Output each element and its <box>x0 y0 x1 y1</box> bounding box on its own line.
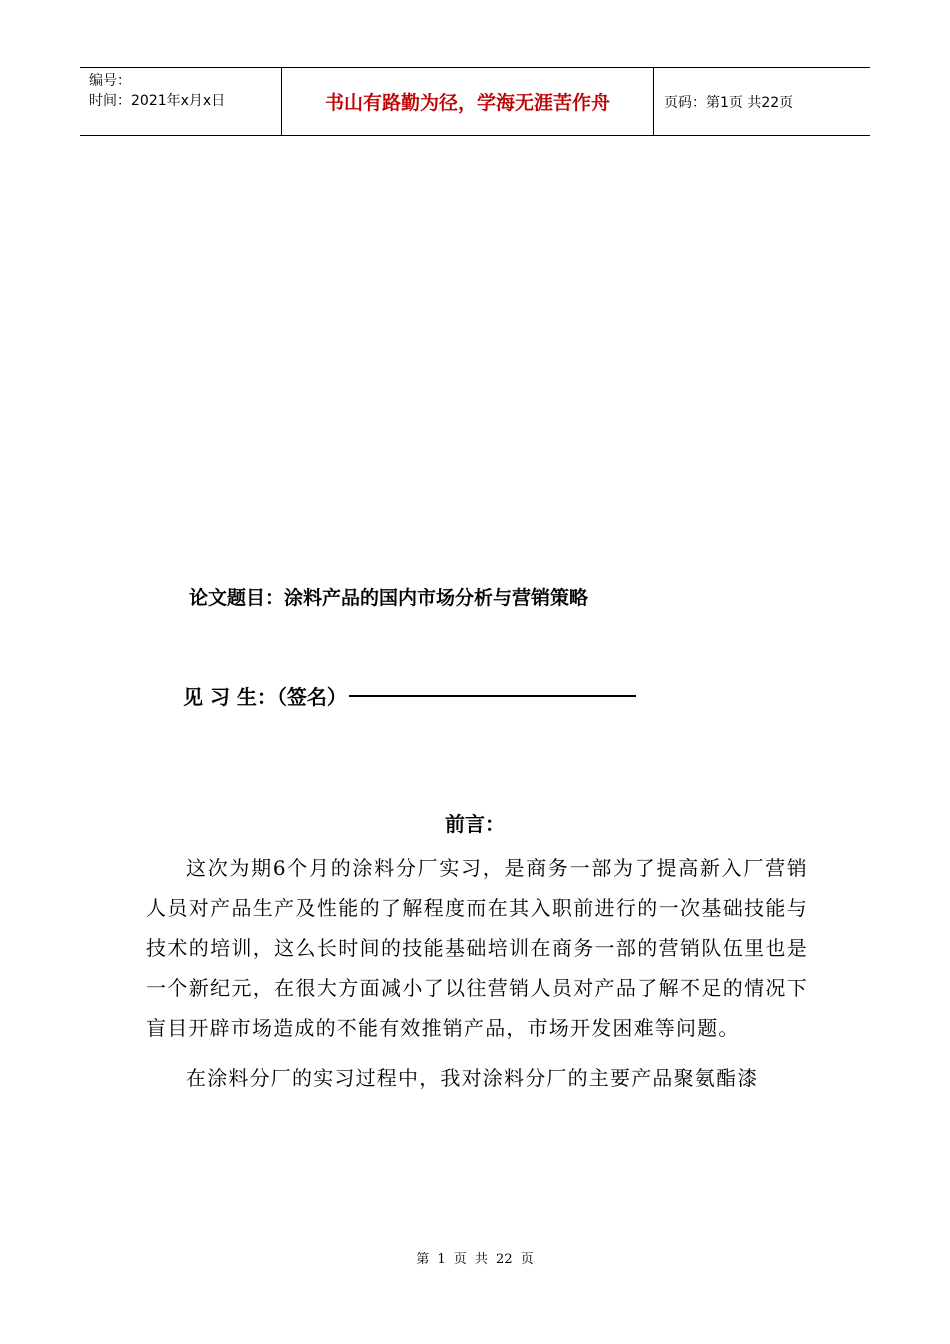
preface-heading: 前言： <box>445 812 505 836</box>
header-meta <box>80 68 281 135</box>
preface-paragraph-1: 这次为期6个月的涂料分厂实习，是商务一部为了提高新入厂营销人员对产品生产及性能的了解程度而在其入职前进行的一次基础技能与技术的培训，这么长时间的技能基础培训在商务一部的营销队伍里也是一个新纪元，在很大方面减小了以往营销人员对产品了解不足的情况下盲目开辟市场造成的不能有效推销产品，市场开发困难等问题。 <box>146 856 808 1040</box>
preface-body <box>146 848 808 1098</box>
page-footer: 第 1 页 共 22 页 <box>416 1252 534 1267</box>
header-motto: 书山有路勤为径，学海无涯苦作舟 <box>281 68 654 135</box>
thesis-title: 论文题目：涂料产品的国内市场分析与营销策略 <box>189 587 589 609</box>
signature-blank-rule <box>349 695 636 697</box>
preface-paragraph-2: 在涂料分厂的实习过程中，我对涂料分厂的主要产品聚氨酯漆 <box>186 1066 759 1090</box>
signature-line <box>183 681 636 710</box>
document-number-label: 编号： <box>89 73 131 89</box>
header-page-code: 页码：第1页 共22页 <box>664 94 794 111</box>
document-header <box>80 67 870 136</box>
signature-label: 见 习 生：（签名） <box>183 685 347 709</box>
document-date: 时间：2021年x月x日 <box>89 93 226 109</box>
